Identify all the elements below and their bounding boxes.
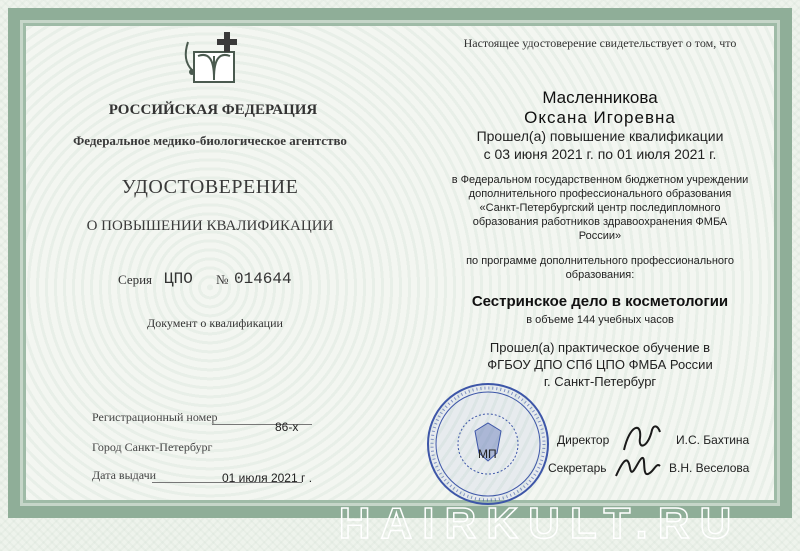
qualification-line: Прошел(а) повышение квалификации	[476, 128, 724, 144]
institution-line-4: образования работников здравоохранения ФМБА	[472, 216, 728, 228]
practice-line-3: г. Санкт-Петербург	[543, 374, 657, 389]
director-name: И.С. Бахтина	[676, 433, 750, 447]
holder-name: Оксана Игоревна	[524, 108, 676, 127]
institution-line-1: в Федеральном государственном бюджетном учреждении	[451, 174, 749, 186]
registration-label: Регистрационный номер	[92, 410, 218, 424]
secretary-label: Секретарь	[548, 461, 607, 475]
registration-value: 86-х	[275, 420, 299, 434]
secretary-name: В.Н. Веселова	[669, 461, 750, 475]
institution-line-3: «Санкт-Петербургский центр последипломного	[479, 202, 721, 214]
issue-city: Город Санкт-Петербург	[92, 440, 213, 454]
holder-surname: Масленникова	[542, 88, 658, 107]
country-title: РОССИЙСКАЯ ФЕДЕРАЦИЯ	[108, 102, 318, 118]
program-line-2: образования:	[565, 269, 635, 281]
issue-date-label: Дата выдачи	[92, 468, 157, 482]
official-stamp	[425, 381, 551, 507]
medical-emblem-icon	[178, 30, 250, 90]
series-value: ЦПО	[164, 270, 193, 288]
period-line: с 03 июня 2021 г. по 01 июля 2021 г.	[483, 146, 717, 162]
document-subtitle: О ПОВЫШЕНИИ КВАЛИФИКАЦИИ	[86, 218, 334, 234]
series-number-row	[118, 270, 378, 292]
program-line-1: по программе дополнительного профессионального	[466, 255, 734, 267]
stamp-label: МП	[478, 447, 497, 461]
series-label: Серия	[118, 272, 153, 287]
course-hours: в объеме 144 учебных часов	[526, 314, 674, 326]
issue-date-value: 01 июля 2021 г .	[222, 471, 313, 485]
number-value: 014644	[234, 270, 292, 288]
institution-line-5: России»	[578, 230, 622, 242]
secretary-signature	[612, 452, 664, 484]
site-watermark	[0, 498, 800, 548]
practice-line-2: ФГБОУ ДПО СПб ЦПО ФМБА России	[487, 357, 713, 372]
director-label: Директор	[557, 433, 610, 447]
document-kind: Документ о квалификации	[147, 316, 283, 330]
document-title: УДОСТОВЕРЕНИЕ	[121, 176, 299, 198]
director-signature	[620, 420, 664, 456]
institution-line-2: дополнительного профессионального образования	[468, 188, 732, 200]
practice-line-1: Прошел(а) практическое обучение в	[489, 340, 711, 355]
course-name: Сестринское дело в косметологии	[471, 293, 729, 310]
watermark-text: HAIRKULT.RU	[338, 499, 742, 548]
intro-text: Настоящее удостоверение свидетельствует о том, что	[463, 36, 737, 50]
agency-name: Федеральное медико-биологическое агентство	[73, 133, 347, 148]
number-label: №	[216, 272, 229, 287]
